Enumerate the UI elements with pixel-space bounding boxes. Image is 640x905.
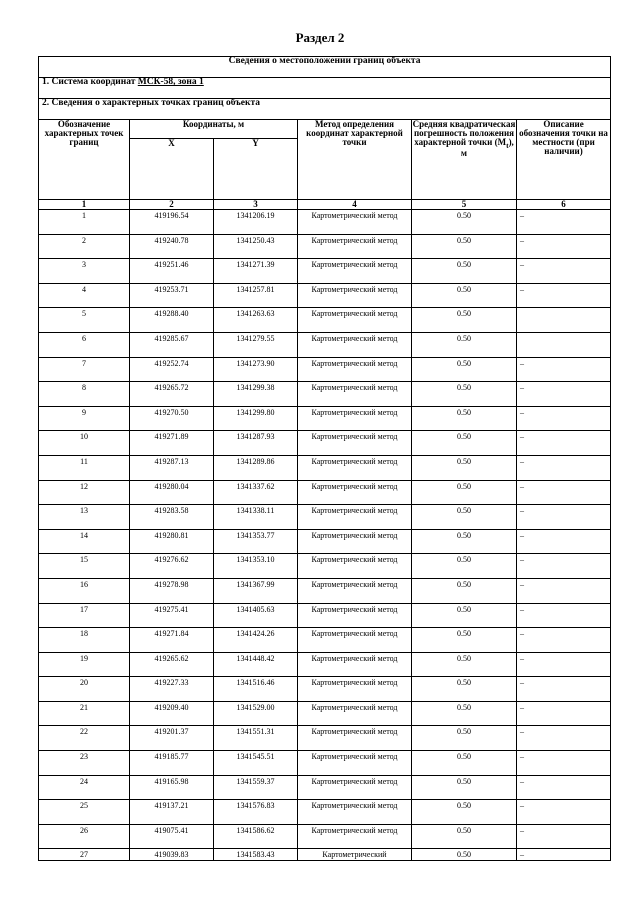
method: Картометрический метод <box>298 332 412 357</box>
header-coordinates: Координаты, м <box>130 120 298 139</box>
point-number: 1 <box>39 210 130 235</box>
table-row <box>39 628 611 653</box>
description: – <box>517 357 611 382</box>
description: – <box>517 603 611 628</box>
table-row <box>39 357 611 382</box>
error-value: 0.50 <box>412 332 517 357</box>
table-row <box>39 751 611 776</box>
coord-system-label: 1. Система координат <box>42 77 138 87</box>
table-row <box>39 480 611 505</box>
coord-y: 1341299.80 <box>214 406 298 431</box>
description: – <box>517 382 611 407</box>
method: Картометрический метод <box>298 529 412 554</box>
table-row <box>39 800 611 825</box>
error-value: 0.50 <box>412 800 517 825</box>
method: Картометрический метод <box>298 455 412 480</box>
method: Картометрический метод <box>298 578 412 603</box>
description: – <box>517 480 611 505</box>
error-value: 0.50 <box>412 505 517 530</box>
coord-y: 1341353.10 <box>214 554 298 579</box>
coord-y: 1341583.43 <box>214 849 298 861</box>
description: – <box>517 849 611 861</box>
method: Картометрический метод <box>298 800 412 825</box>
method: Картометрический метод <box>298 652 412 677</box>
table-row <box>39 382 611 407</box>
table-row <box>39 332 611 357</box>
header-error-text: Средняя квадратическая погрешность положения характерной точки (M <box>412 119 516 147</box>
table-row <box>39 308 611 333</box>
coord-y: 1341559.37 <box>214 775 298 800</box>
error-value: 0.50 <box>412 849 517 861</box>
description: – <box>517 578 611 603</box>
points-title: 2. Сведения о характерных точках границ объекта <box>39 99 611 120</box>
table-row <box>39 529 611 554</box>
coord-x: 419251.46 <box>130 259 214 284</box>
table-row <box>39 701 611 726</box>
column-number: 6 <box>517 200 611 210</box>
error-value: 0.50 <box>412 824 517 849</box>
header-description: Описание обозначения точки на местности (при наличии) <box>517 120 611 200</box>
coord-system-value: МСК-58, зона 1 <box>137 77 204 87</box>
coord-system-cell <box>39 78 611 99</box>
method: Картометрический метод <box>298 751 412 776</box>
error-value: 0.50 <box>412 677 517 702</box>
description: – <box>517 283 611 308</box>
point-number: 4 <box>39 283 130 308</box>
table-row <box>39 824 611 849</box>
error-value: 0.50 <box>412 210 517 235</box>
header-method: Метод определения координат характерной точки <box>298 120 412 200</box>
coord-x: 419276.62 <box>130 554 214 579</box>
description: – <box>517 628 611 653</box>
section-title-row <box>39 57 611 78</box>
method: Картометрический метод <box>298 480 412 505</box>
table-row <box>39 652 611 677</box>
column-number: 1 <box>39 200 130 210</box>
description <box>517 308 611 333</box>
method: Картометрический метод <box>298 259 412 284</box>
point-number: 27 <box>39 849 130 861</box>
point-number: 3 <box>39 259 130 284</box>
error-value: 0.50 <box>412 234 517 259</box>
coord-y: 1341529.00 <box>214 701 298 726</box>
coord-x: 419209.40 <box>130 701 214 726</box>
method: Картометрический метод <box>298 701 412 726</box>
error-value: 0.50 <box>412 480 517 505</box>
coord-x: 419075.41 <box>130 824 214 849</box>
coord-x: 419201.37 <box>130 726 214 751</box>
coord-x: 419288.40 <box>130 308 214 333</box>
method: Картометрический метод <box>298 726 412 751</box>
point-number: 9 <box>39 406 130 431</box>
header-error <box>412 120 517 200</box>
description: – <box>517 800 611 825</box>
column-number: 5 <box>412 200 517 210</box>
table-row <box>39 554 611 579</box>
description: – <box>517 726 611 751</box>
coord-y: 1341424.26 <box>214 628 298 653</box>
coord-y: 1341516.46 <box>214 677 298 702</box>
coord-y: 1341289.86 <box>214 455 298 480</box>
coord-y: 1341338.11 <box>214 505 298 530</box>
coord-x: 419283.58 <box>130 505 214 530</box>
coord-x: 419265.62 <box>130 652 214 677</box>
point-number: 20 <box>39 677 130 702</box>
point-number: 8 <box>39 382 130 407</box>
error-value: 0.50 <box>412 603 517 628</box>
point-number: 23 <box>39 751 130 776</box>
point-number: 2 <box>39 234 130 259</box>
method: Картометрический метод <box>298 554 412 579</box>
method: Картометрический метод <box>298 677 412 702</box>
point-number: 14 <box>39 529 130 554</box>
coord-y: 1341337.62 <box>214 480 298 505</box>
coord-y: 1341257.81 <box>214 283 298 308</box>
coord-x: 419280.04 <box>130 480 214 505</box>
coord-x: 419227.33 <box>130 677 214 702</box>
coord-y: 1341551.31 <box>214 726 298 751</box>
description: – <box>517 824 611 849</box>
table-row <box>39 431 611 456</box>
error-value: 0.50 <box>412 652 517 677</box>
point-number: 10 <box>39 431 130 456</box>
error-value: 0.50 <box>412 406 517 431</box>
coord-y: 1341353.77 <box>214 529 298 554</box>
error-value: 0.50 <box>412 259 517 284</box>
coord-y: 1341271.39 <box>214 259 298 284</box>
description: – <box>517 652 611 677</box>
table-row <box>39 455 611 480</box>
table-row <box>39 283 611 308</box>
column-numbers-row <box>39 200 611 210</box>
table-row <box>39 259 611 284</box>
table-row <box>39 603 611 628</box>
coord-x: 419271.89 <box>130 431 214 456</box>
point-number: 16 <box>39 578 130 603</box>
error-value: 0.50 <box>412 751 517 776</box>
coord-y: 1341287.93 <box>214 431 298 456</box>
description: – <box>517 775 611 800</box>
point-number: 5 <box>39 308 130 333</box>
error-value: 0.50 <box>412 431 517 456</box>
error-value: 0.50 <box>412 554 517 579</box>
point-number: 11 <box>39 455 130 480</box>
boundary-points-table <box>38 56 611 861</box>
method: Картометрический <box>298 849 412 861</box>
coord-x: 419287.13 <box>130 455 214 480</box>
method: Картометрический метод <box>298 824 412 849</box>
coord-x: 419137.21 <box>130 800 214 825</box>
error-value: 0.50 <box>412 529 517 554</box>
coord-y: 1341263.63 <box>214 308 298 333</box>
header-error-tail: ), м <box>460 137 514 159</box>
description: – <box>517 431 611 456</box>
method: Картометрический метод <box>298 628 412 653</box>
method: Картометрический метод <box>298 505 412 530</box>
point-number: 12 <box>39 480 130 505</box>
coord-y: 1341273.90 <box>214 357 298 382</box>
coord-x: 419165.98 <box>130 775 214 800</box>
error-value: 0.50 <box>412 775 517 800</box>
table-row <box>39 849 611 861</box>
method: Картометрический метод <box>298 308 412 333</box>
point-number: 19 <box>39 652 130 677</box>
point-number: 21 <box>39 701 130 726</box>
description: – <box>517 751 611 776</box>
description: – <box>517 677 611 702</box>
error-value: 0.50 <box>412 308 517 333</box>
coord-x: 419196.54 <box>130 210 214 235</box>
method: Картометрический метод <box>298 431 412 456</box>
error-value: 0.50 <box>412 455 517 480</box>
table-row <box>39 775 611 800</box>
point-number: 24 <box>39 775 130 800</box>
table-row <box>39 677 611 702</box>
point-number: 22 <box>39 726 130 751</box>
coord-x: 419240.78 <box>130 234 214 259</box>
point-number: 7 <box>39 357 130 382</box>
coord-x: 419270.50 <box>130 406 214 431</box>
table-row <box>39 578 611 603</box>
coord-y: 1341279.55 <box>214 332 298 357</box>
coord-x: 419271.84 <box>130 628 214 653</box>
point-number: 26 <box>39 824 130 849</box>
column-number: 3 <box>214 200 298 210</box>
coord-x: 419265.72 <box>130 382 214 407</box>
coord-y: 1341576.83 <box>214 800 298 825</box>
method: Картометрический метод <box>298 210 412 235</box>
method: Картометрический метод <box>298 382 412 407</box>
coord-y: 1341367.99 <box>214 578 298 603</box>
method: Картометрический метод <box>298 357 412 382</box>
table-row <box>39 210 611 235</box>
header-row-1 <box>39 120 611 139</box>
coord-y: 1341586.62 <box>214 824 298 849</box>
table-row <box>39 726 611 751</box>
coord-x: 419280.81 <box>130 529 214 554</box>
coord-x: 419185.77 <box>130 751 214 776</box>
table-row <box>39 406 611 431</box>
description: – <box>517 210 611 235</box>
description: – <box>517 234 611 259</box>
header-y: Y <box>214 139 298 200</box>
description: – <box>517 455 611 480</box>
error-value: 0.50 <box>412 628 517 653</box>
table-row <box>39 505 611 530</box>
error-value: 0.50 <box>412 701 517 726</box>
coord-x: 419278.98 <box>130 578 214 603</box>
coord-x: 419252.74 <box>130 357 214 382</box>
description: – <box>517 406 611 431</box>
coord-x: 419275.41 <box>130 603 214 628</box>
column-number: 2 <box>130 200 214 210</box>
coord-y: 1341545.51 <box>214 751 298 776</box>
page-title: Раздел 2 <box>295 30 345 45</box>
coord-y: 1341206.19 <box>214 210 298 235</box>
method: Картометрический метод <box>298 775 412 800</box>
column-number: 4 <box>298 200 412 210</box>
coord-x: 419285.67 <box>130 332 214 357</box>
error-value: 0.50 <box>412 357 517 382</box>
point-number: 25 <box>39 800 130 825</box>
coord-y: 1341299.38 <box>214 382 298 407</box>
points-title-row <box>39 99 611 120</box>
coord-x: 419253.71 <box>130 283 214 308</box>
method: Картометрический метод <box>298 283 412 308</box>
method: Картометрический метод <box>298 603 412 628</box>
point-number: 15 <box>39 554 130 579</box>
error-value: 0.50 <box>412 283 517 308</box>
point-number: 13 <box>39 505 130 530</box>
header-error-subscript: t <box>506 140 509 150</box>
section-title: Сведения о местоположении границ объекта <box>39 57 611 78</box>
header-x: X <box>130 139 214 200</box>
coord-y: 1341405.63 <box>214 603 298 628</box>
description: – <box>517 259 611 284</box>
coord-x: 419039.83 <box>130 849 214 861</box>
coord-system-row <box>39 78 611 99</box>
description: – <box>517 529 611 554</box>
point-number: 17 <box>39 603 130 628</box>
description <box>517 332 611 357</box>
point-number: 6 <box>39 332 130 357</box>
coord-y: 1341448.42 <box>214 652 298 677</box>
description: – <box>517 554 611 579</box>
error-value: 0.50 <box>412 726 517 751</box>
error-value: 0.50 <box>412 578 517 603</box>
coord-y: 1341250.43 <box>214 234 298 259</box>
description: – <box>517 701 611 726</box>
point-number: 18 <box>39 628 130 653</box>
error-value: 0.50 <box>412 382 517 407</box>
method: Картометрический метод <box>298 234 412 259</box>
description: – <box>517 505 611 530</box>
method: Картометрический метод <box>298 406 412 431</box>
table-row <box>39 234 611 259</box>
header-designation: Обозначение характерных точек границ <box>39 120 130 200</box>
